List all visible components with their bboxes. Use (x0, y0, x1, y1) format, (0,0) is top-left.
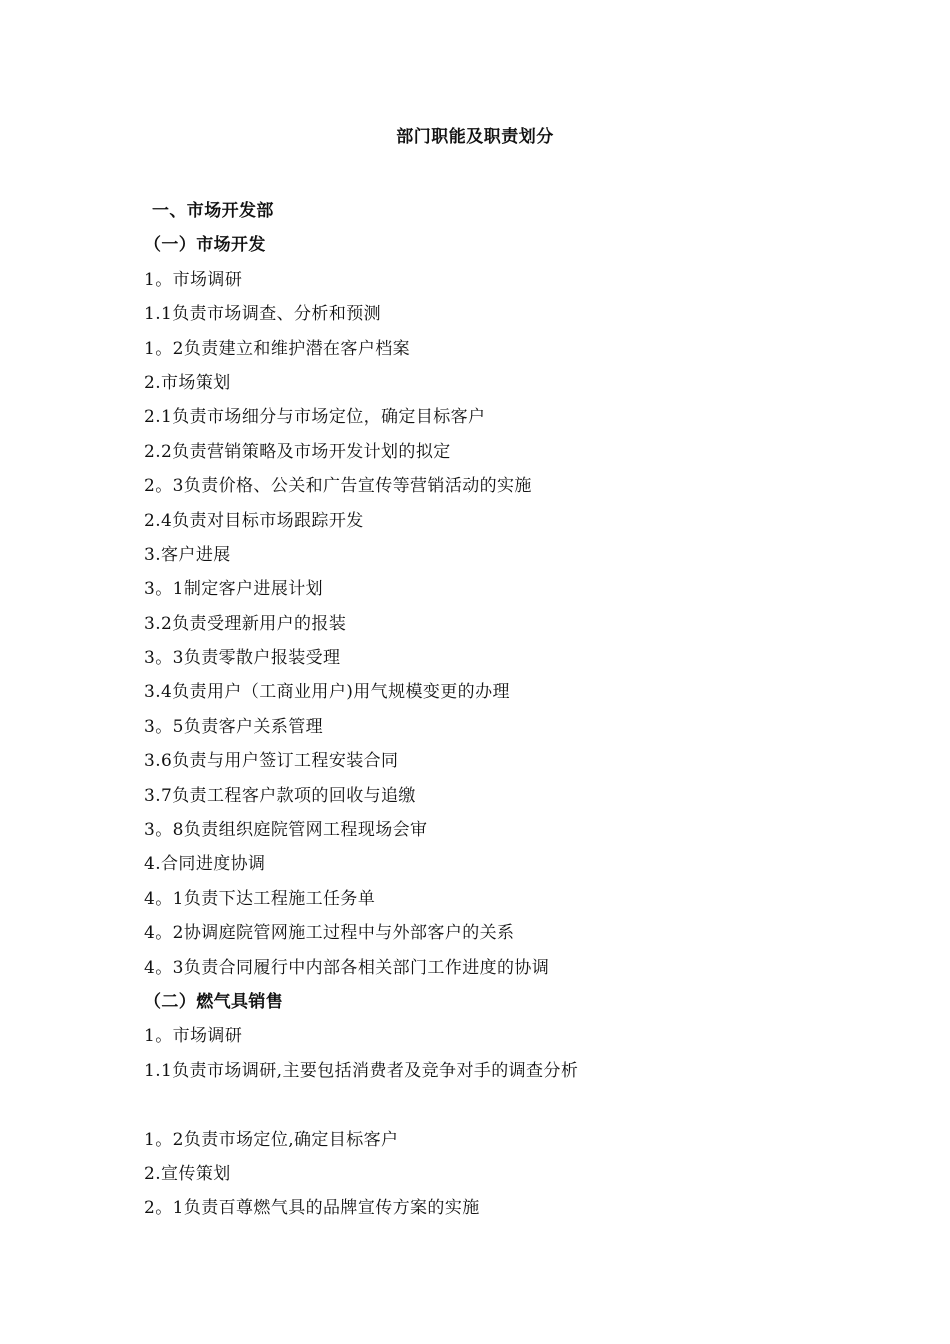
paragraph-line: 3.客户进展 (144, 544, 231, 565)
paragraph-line: 1.1负责市场调研,主要包括消费者及竞争对手的调查分析 (144, 1060, 579, 1081)
subsection-heading: （二）燃气具销售 (144, 991, 284, 1012)
section-heading: 一、市场开发部 (152, 201, 274, 221)
paragraph-line: 4。2协调庭院管网施工过程中与外部客户的关系 (144, 923, 515, 944)
paragraph-line: 3。3负责零散户报装受理 (144, 648, 341, 669)
paragraph-line: 3.7负责工程客户款项的回收与追缴 (144, 785, 416, 806)
paragraph-line: 4。1负责下达工程施工任务单 (144, 888, 376, 909)
paragraph-line: 3。5负责客户关系管理 (144, 716, 324, 737)
paragraph-line: 1.1负责市场调查、分析和预测 (144, 304, 382, 325)
paragraph-line: 1。2负责市场定位,确定目标客户 (144, 1129, 399, 1150)
paragraph-line: 1。市场调研 (144, 269, 243, 290)
paragraph-line: 1。市场调研 (144, 1026, 243, 1047)
paragraph-line: 2.4负责对目标市场跟踪开发 (144, 510, 364, 531)
document-body (144, 194, 884, 1226)
paragraph-line: 2.市场策划 (144, 372, 231, 393)
paragraph-line: 3.6负责与用户签订工程安装合同 (144, 751, 399, 772)
paragraph-line: 2。3负责价格、公关和广告宣传等营销活动的实施 (144, 476, 532, 497)
paragraph-line: 2.宣传策划 (144, 1163, 231, 1184)
paragraph-line: 3。8负责组织庭院管网工程现场会审 (144, 820, 428, 841)
paragraph-line: 4.合同进度协调 (144, 854, 266, 875)
paragraph-line: 3.4负责用户（工商业用户)用气规模变更的办理 (144, 682, 510, 703)
paragraph-line: 2。1负责百尊燃气具的品牌宣传方案的实施 (144, 1198, 480, 1219)
document-title: 部门职能及职责划分 (396, 127, 554, 147)
paragraph-line: 4。3负责合同履行中内部各相关部门工作进度的协调 (144, 957, 550, 978)
paragraph-line: 3.2负责受理新用户的报装 (144, 613, 347, 634)
paragraph-line: 1。2负责建立和维护潜在客户档案 (144, 338, 411, 359)
paragraph-line: 3。1制定客户进展计划 (144, 579, 324, 600)
paragraph-line: 2.2负责营销策略及市场开发计划的拟定 (144, 441, 451, 462)
paragraph-line: 2.1负责市场细分与市场定位，确定目标客户 (144, 407, 486, 428)
subsection-heading: （一）市场开发 (144, 235, 266, 256)
blank-line (144, 1088, 884, 1122)
